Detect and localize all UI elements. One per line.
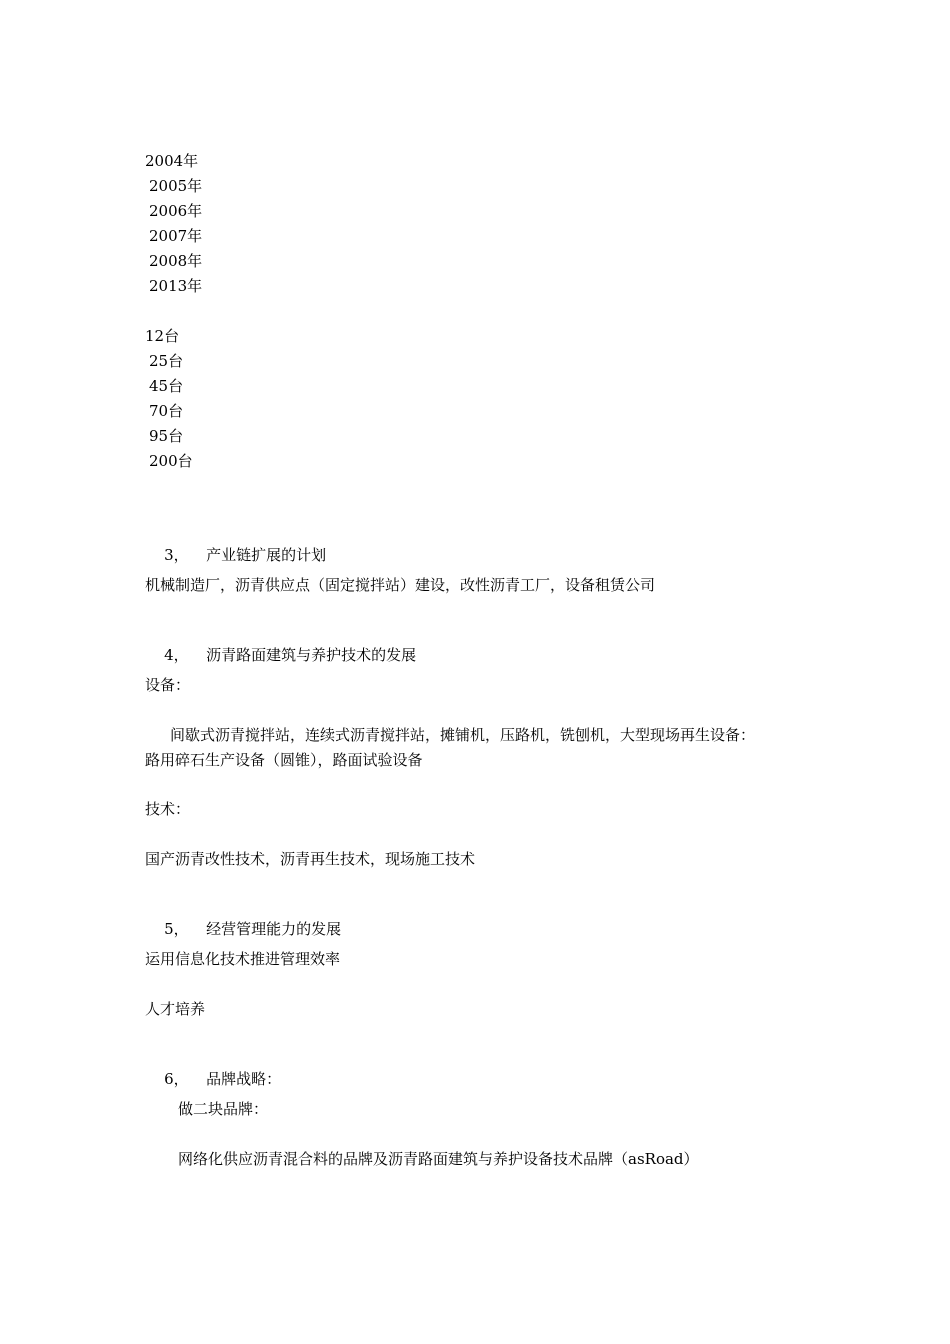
- section5-item-1: 运用信息化技术推进管理效率: [145, 950, 341, 968]
- section3-heading: [145, 525, 327, 564]
- section5-title: 经营管理能力的发展: [206, 920, 342, 938]
- equipment-line-1: 间歇式沥青搅拌站，连续式沥青搅拌站，摊铺机，压路机，铣刨机，大型现场再生设备：: [170, 726, 756, 744]
- section6-number: 6，: [164, 1070, 189, 1088]
- section5-heading: [145, 899, 342, 938]
- section5-item-2: 人才培养: [145, 1000, 206, 1018]
- section6-sub-2: 网络化供应沥青混合料的品牌及沥青路面建筑与养护设备技术品牌（asRoad）: [178, 1150, 699, 1168]
- section6-sub-1: 做二块品牌：: [178, 1100, 269, 1118]
- section5-number: 5，: [164, 920, 189, 938]
- section3-title: 产业链扩展的计划: [206, 546, 327, 564]
- section6-title: 品牌战略：: [206, 1070, 282, 1088]
- year-item: 2007年: [149, 227, 203, 245]
- unit-item: 70台: [149, 402, 184, 420]
- unit-item: 95台: [149, 427, 184, 445]
- section4-heading: [145, 625, 417, 664]
- year-item: 2006年: [149, 202, 203, 220]
- unit-item: 200台: [149, 452, 193, 470]
- section4-number: 4，: [164, 646, 189, 664]
- year-item: 2013年: [149, 277, 203, 295]
- section3-body: 机械制造厂，沥青供应点（固定搅拌站）建设，改性沥青工厂，设备租赁公司: [145, 576, 656, 594]
- equipment-label: 设备：: [145, 676, 191, 694]
- tech-label: 技术：: [145, 800, 191, 818]
- unit-item: 45台: [149, 377, 184, 395]
- unit-item: 25台: [149, 352, 184, 370]
- year-item: 2008年: [149, 252, 203, 270]
- section6-heading: [145, 1049, 282, 1088]
- year-item: 2005年: [149, 177, 203, 195]
- year-item: 2004年: [145, 152, 199, 170]
- unit-item: 12台: [145, 327, 180, 345]
- section4-title: 沥青路面建筑与养护技术的发展: [206, 646, 417, 664]
- section3-number: 3，: [164, 546, 189, 564]
- tech-body: 国产沥青改性技术，沥青再生技术，现场施工技术: [145, 850, 476, 868]
- equipment-line-2: 路用碎石生产设备（圆锥），路面试验设备: [145, 751, 423, 769]
